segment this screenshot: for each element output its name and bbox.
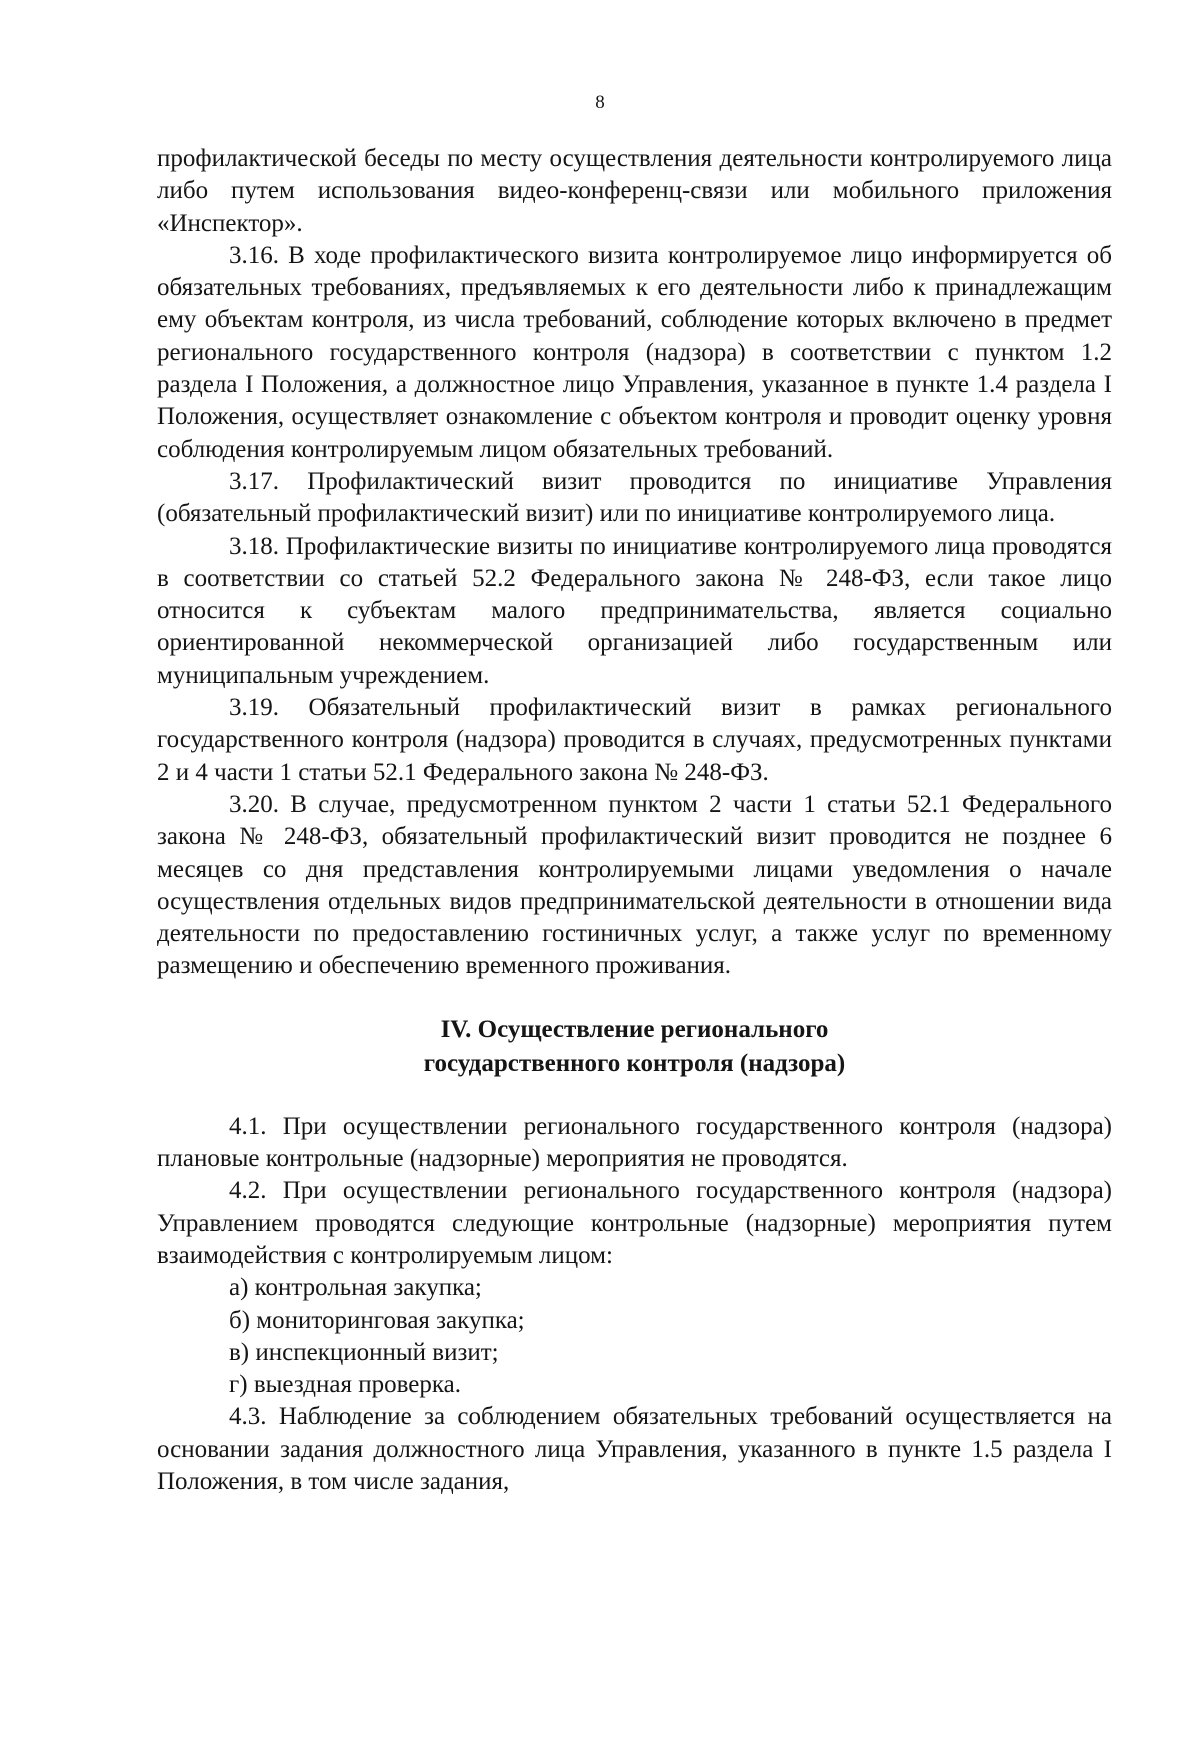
paragraph-3-20: 3.20. В случае, предусмотренном пунктом 2 части 1 статьи 52.1 Федерального закона № 248-ФЗ, обязательный профилактический визит проводится не позднее 6 месяцев со дня представления контролируемыми лицами уведомления о начале осуществления отдельных видов предпринимательской деятельности в отношении вида деятельности по предоставлению гостиничных услуг, а также услуг по временному размещению и обеспечению временного проживания.: [157, 790, 1112, 980]
paragraph-3-18: 3.18. Профилактические визиты по инициативе контролируемого лица проводятся в соответствии со статьей 52.2 Федерального закона № 248-ФЗ, если такое лицо относится к субъектам малого предпринимательства, является социально ориентированной некоммерческой организацией либо государственным или муниципальным учреждением.: [157, 532, 1112, 689]
page-number: 8: [595, 92, 605, 113]
paragraph-4-1: 4.1. При осуществлении регионального государственного контроля (надзора) плановые контрольные (надзорные) мероприятия не проводятся.: [157, 1112, 1112, 1173]
document-body: [157, 143, 1112, 1498]
section-heading: [157, 1013, 1112, 1081]
section-heading-line-2: государственного контроля (надзора): [423, 1049, 846, 1077]
paragraph-3-17: 3.17. Профилактический визит проводится по инициативе Управления (обязательный профилактический визит) или по инициативе контролируемого лица.: [157, 467, 1112, 528]
paragraph-4-3: 4.3. Наблюдение за соблюдением обязательных требований осуществляется на основании задания должностного лица Управления, указанного в пункте 1.5 раздела I Положения, в том числе задания,: [157, 1403, 1112, 1495]
list-item-a: а) контрольная закупка;: [229, 1274, 482, 1302]
paragraph-continued: профилактической беседы по месту осуществления деятельности контролируемого лица либо путем использования видео-конференц-связи или мобильного приложения «Инспектор».: [157, 145, 1112, 237]
paragraph-4-2: 4.2. При осуществлении регионального государственного контроля (надзора) Управлением проводятся следующие контрольные (надзорные) мероприятия путем взаимодействия с контролируемым лицом:: [157, 1177, 1112, 1269]
paragraph-3-19: 3.19. Обязательный профилактический визит в рамках регионального государственного контроля (надзора) проводится в случаях, предусмотренных пунктами 2 и 4 части 1 статьи 52.1 Федерального закона № 248-ФЗ.: [157, 694, 1112, 786]
list-item-b: б) мониторинговая закупка;: [229, 1306, 525, 1334]
list-item-g: г) выездная проверка.: [229, 1371, 461, 1399]
paragraph-3-16: 3.16. В ходе профилактического визита контролируемое лицо информируется об обязательных требованиях, предъявляемых к его деятельности либо к принадлежащим ему объектам контроля, из числа требований, соблюдение которых включено в предмет регионального государственного контроля (надзора) в соответствии с пунктом 1.2 раздела I Положения, а должностное лицо Управления, указанное в пункте 1.4 раздела I Положения, осуществляет ознакомление с объектом контроля и проводит оценку уровня соблюдения контролируемым лицом обязательных требований.: [157, 241, 1112, 463]
list-item-v: в) инспекционный визит;: [229, 1338, 499, 1366]
section-heading-line-1: IV. Осуществление регионального: [440, 1015, 829, 1043]
